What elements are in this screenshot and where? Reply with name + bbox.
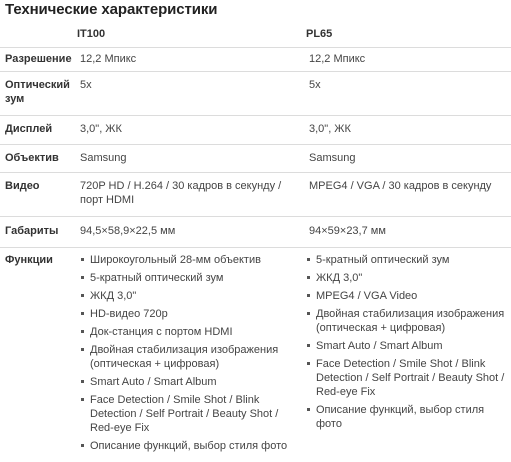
row-label: Разрешение [0, 48, 72, 72]
header-row [0, 24, 511, 48]
list-item: Двойная стабилизация изображения (оптическая + цифровая) [80, 343, 297, 371]
row-label: Функции [0, 248, 72, 462]
list-item: Двойная стабилизация изображения (оптическая + цифровая) [306, 307, 507, 335]
row-video [0, 173, 511, 217]
header-empty [0, 24, 72, 48]
list-item: 5-кратный оптический зум [306, 253, 507, 267]
value-it100: 3,0", ЖК [72, 116, 301, 145]
row-features [0, 248, 511, 462]
value-it100: 5x [72, 72, 301, 116]
value-it100: 94,5×58,9×22,5 мм [72, 217, 301, 248]
value-it100: 12,2 Мпикс [72, 48, 301, 72]
list-item: Face Detection / Smile Shot / Blink Detection / Self Portrait / Beauty Shot / Red-eye Fix [306, 357, 507, 399]
list-item: Описание функций, выбор стиля фото [80, 439, 297, 453]
row-label: Оптический зум [0, 72, 72, 116]
column-header-pl65: PL65 [301, 24, 511, 48]
list-item: ЖКД 3,0" [306, 271, 507, 285]
value-pl65: 3,0", ЖК [301, 116, 511, 145]
page-title: Технические характеристики [5, 1, 217, 18]
features-pl65 [301, 248, 511, 462]
feature-list-it100 [80, 253, 297, 453]
value-pl65: Samsung [301, 145, 511, 173]
list-item: Описание функций, выбор стиля фото [306, 403, 507, 431]
list-item: Smart Auto / Smart Album [306, 339, 507, 353]
row-label: Видео [0, 173, 72, 217]
row-dimensions [0, 217, 511, 248]
features-it100 [72, 248, 301, 462]
feature-list-pl65 [306, 253, 507, 431]
value-it100: Samsung [72, 145, 301, 173]
row-optical-zoom [0, 72, 511, 116]
list-item: 5-кратный оптический зум [80, 271, 297, 285]
row-label: Дисплей [0, 116, 72, 145]
value-pl65: 5x [301, 72, 511, 116]
specs-table [0, 24, 511, 462]
value-it100: 720P HD / H.264 / 30 кадров в секунду / порт HDMI [72, 173, 301, 217]
row-display [0, 116, 511, 145]
list-item: HD-видео 720p [80, 307, 297, 321]
list-item: MPEG4 / VGA Video [306, 289, 507, 303]
row-label: Объектив [0, 145, 72, 173]
list-item: Face Detection / Smile Shot / Blink Detection / Self Portrait / Beauty Shot / Red-eye Fix [80, 393, 297, 435]
list-item: ЖКД 3,0" [80, 289, 297, 303]
list-item: Док-станция с портом HDMI [80, 325, 297, 339]
value-pl65: 12,2 Мпикс [301, 48, 511, 72]
row-lens [0, 145, 511, 173]
list-item: Широкоугольный 28-мм объектив [80, 253, 297, 267]
row-label: Габариты [0, 217, 72, 248]
row-resolution [0, 48, 511, 72]
value-pl65: MPEG4 / VGA / 30 кадров в секунду [301, 173, 511, 217]
column-header-it100: IT100 [72, 24, 301, 48]
value-pl65: 94×59×23,7 мм [301, 217, 511, 248]
list-item: Smart Auto / Smart Album [80, 375, 297, 389]
